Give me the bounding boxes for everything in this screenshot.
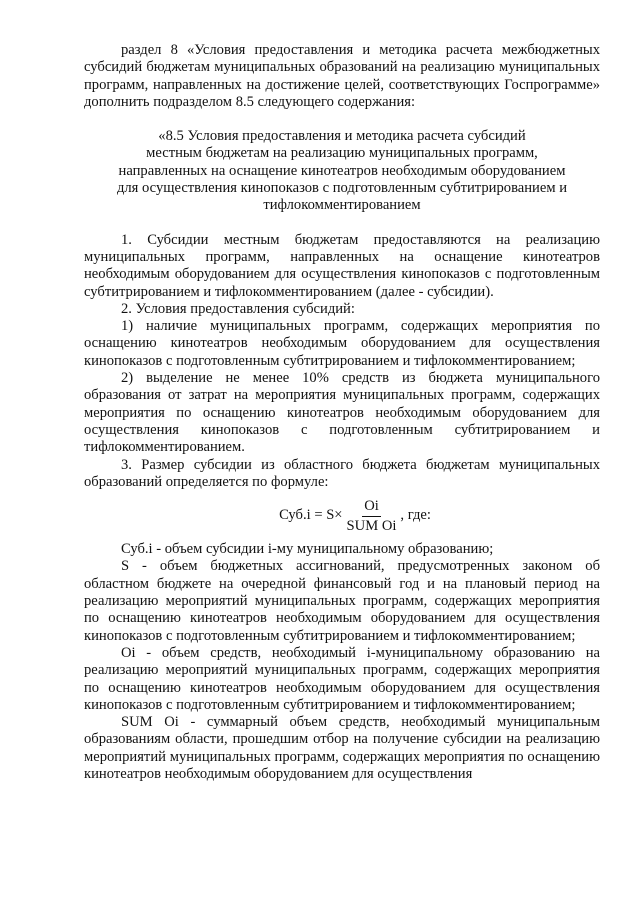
paragraph-condition-2: 2) выделение не менее 10% средств из бюджета муниципального образования от затрат на мероприятия муниципальных программ, содержащих мероприятия по оснащению кинотеатров необходимым оборудованием для осуществления кинопоказов с подготовленным субтитрированием и тифлокомментированием. xyxy=(84,370,600,456)
formula-lhs: Суб.i = S× xyxy=(279,507,343,524)
definition-sub-i: Суб.i - объем субсидии i-му муниципальному образованию; xyxy=(121,541,494,558)
formula-denominator: SUM Oi xyxy=(346,517,397,534)
definition-oi: Oi - объем средств, необходимый i-муниципальному образованию на реализацию мероприятий муниципальных программ, содержащих мероприятия по оснащению кинотеатров необходимым оборудованием для осуществления кинопоказов с подготовленным субтитрированием и тифлокомментированием; xyxy=(84,644,600,713)
paragraph-formula-intro: 3. Размер субсидии из областного бюджета бюджетам муниципальных образований определяется по формуле: xyxy=(84,456,600,490)
document-page xyxy=(84,42,600,783)
formula-fraction xyxy=(345,498,399,535)
intro-paragraph: раздел 8 «Условия предоставления и методика расчета межбюджетных субсидий бюджетам муниципальных образований на реализацию муниципальных программ, направленных на достижение целей, соответствующих Госпрограмме» дополнить подразделом 8.5 следующего содержания: xyxy=(84,42,600,110)
paragraph-condition-1: 1) наличие муниципальных программ, содержащих мероприятия по оснащению кинотеатров необходимым оборудованием для осуществления кинопоказов с подготовленным субтитрированием и тифлокомментированием; xyxy=(84,318,600,369)
section-heading-line: тифлокомментированием xyxy=(263,197,421,214)
section-heading-line: для осуществления кинопоказов с подготовленным субтитрированием и xyxy=(116,180,568,197)
subsidy-formula xyxy=(110,496,600,536)
definition-s: S - объем бюджетных ассигнований, предусмотренных законом об областном бюджете на очередной финансовый год и на плановый период на реализацию мероприятий муниципальных программ, содержащих мероприятия по оснащению кинотеатров необходимым оборудованием для осуществления кинопоказов с подготовленным субтитрированием и тифлокомментированием; xyxy=(84,558,600,644)
definition-sum-oi: SUM Oi - суммарный объем средств, необходимый муниципальным образованиям области, прошедшим отбор на получение субсидии на реализацию мероприятий муниципальных программ, содержащих мероприятия по оснащению кинотеатров необходимым оборудованием для осуществления xyxy=(84,714,600,782)
formula-numerator: Oi xyxy=(362,498,381,517)
section-heading-line: направленных на оснащение кинотеатров необходимым оборудованием xyxy=(118,162,566,179)
section-heading-line: «8.5 Условия предоставления и методика расчета субсидий xyxy=(158,128,526,145)
section-heading xyxy=(84,128,600,214)
paragraph-subsidies-purpose: 1. Субсидии местным бюджетам предоставляются на реализацию муниципальных программ, направленных на оснащение кинотеатров необходимым оборудованием для осуществления кинопоказов с подготовленным субтитрированием и тифлокомментированием (далее - субсидии). xyxy=(84,231,600,300)
paragraph-conditions-title: 2. Условия предоставления субсидий: xyxy=(121,300,355,317)
formula-suffix: , где: xyxy=(400,507,431,524)
section-heading-line: местным бюджетам на реализацию муниципальных программ, xyxy=(146,145,538,162)
